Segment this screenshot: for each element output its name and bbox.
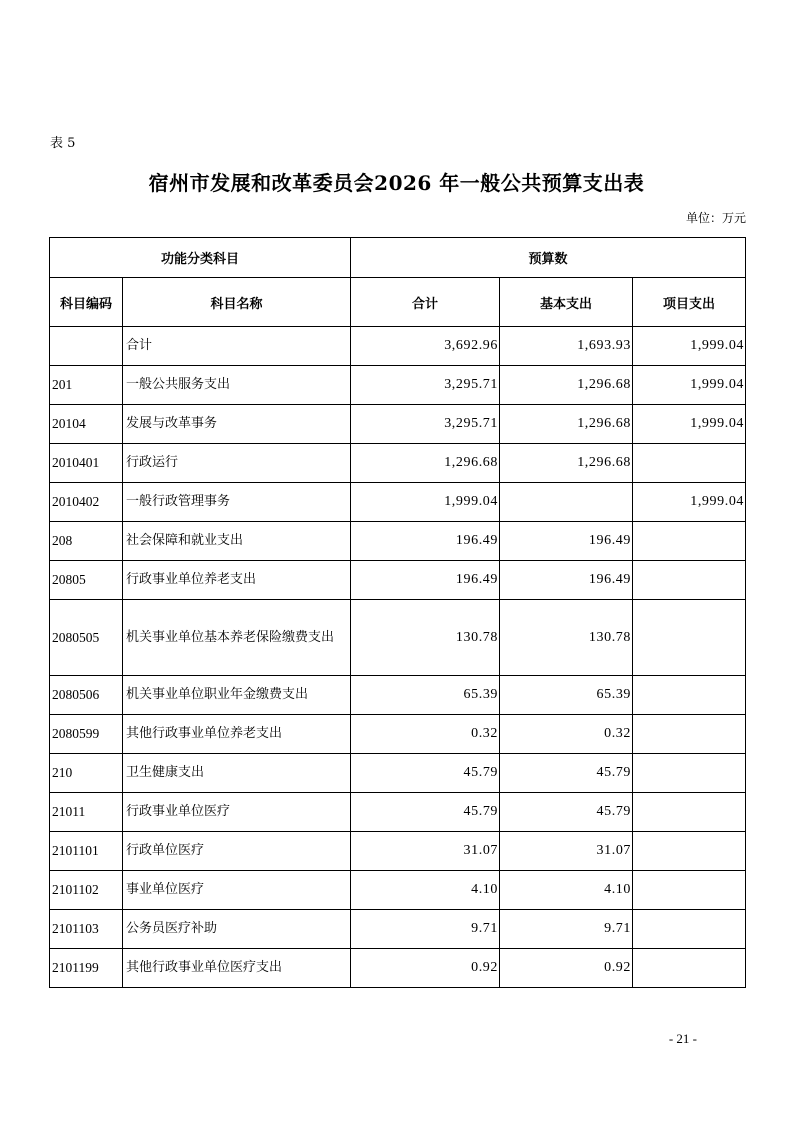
- table-row: [50, 676, 746, 715]
- table-row: [50, 871, 746, 910]
- header-basic: 基本支出: [500, 278, 633, 327]
- header-code: 科目编码: [50, 278, 123, 327]
- cell-name: 其他行政事业单位养老支出: [123, 715, 351, 754]
- cell-basic: 1,296.68: [500, 405, 633, 444]
- cell-code: 2080599: [50, 715, 123, 754]
- cell-code: 2101101: [50, 832, 123, 871]
- cell-total: 45.79: [351, 793, 500, 832]
- cell-code: 2010401: [50, 444, 123, 483]
- cell-basic: 31.07: [500, 832, 633, 871]
- cell-total: 196.49: [351, 522, 500, 561]
- group-header-row: [50, 238, 746, 278]
- cell-name: 社会保障和就业支出: [123, 522, 351, 561]
- cell-basic: 196.49: [500, 561, 633, 600]
- cell-total: 4.10: [351, 871, 500, 910]
- cell-project: [633, 676, 746, 715]
- page-number: - 21 -: [668, 1031, 697, 1046]
- cell-project: 1,999.04: [633, 366, 746, 405]
- cell-name: 行政运行: [123, 444, 351, 483]
- header-function-classification: 功能分类科目: [50, 238, 351, 278]
- budget-table: [49, 237, 746, 988]
- cell-project: [633, 949, 746, 988]
- header-name: 科目名称: [123, 278, 351, 327]
- cell-total: 1,296.68: [351, 444, 500, 483]
- cell-total: 1,999.04: [351, 483, 500, 522]
- cell-basic: 65.39: [500, 676, 633, 715]
- table-number: 表 5: [50, 136, 76, 151]
- cell-project: [633, 444, 746, 483]
- cell-code: 21011: [50, 793, 123, 832]
- cell-project: 1,999.04: [633, 327, 746, 366]
- header-budget-amount: 预算数: [351, 238, 746, 278]
- cell-name: 行政事业单位医疗: [123, 793, 351, 832]
- cell-code: 2101103: [50, 910, 123, 949]
- table-body: [50, 327, 746, 988]
- cell-basic: [500, 483, 633, 522]
- column-header-row: [50, 278, 746, 327]
- cell-basic: 1,296.68: [500, 444, 633, 483]
- cell-basic: 1,296.68: [500, 366, 633, 405]
- cell-basic: 130.78: [500, 600, 633, 676]
- table-row: [50, 832, 746, 871]
- cell-name: 行政单位医疗: [123, 832, 351, 871]
- cell-code: 2010402: [50, 483, 123, 522]
- cell-project: 1,999.04: [633, 405, 746, 444]
- table-row: [50, 600, 746, 676]
- cell-total: 130.78: [351, 600, 500, 676]
- cell-code: 2101102: [50, 871, 123, 910]
- cell-total: 9.71: [351, 910, 500, 949]
- cell-name: 其他行政事业单位医疗支出: [123, 949, 351, 988]
- table-row: [50, 366, 746, 405]
- table-row: [50, 561, 746, 600]
- cell-name: 公务员医疗补助: [123, 910, 351, 949]
- cell-total: 0.32: [351, 715, 500, 754]
- cell-basic: 45.79: [500, 793, 633, 832]
- cell-basic: 9.71: [500, 910, 633, 949]
- cell-name: 发展与改革事务: [123, 405, 351, 444]
- cell-total: 3,692.96: [351, 327, 500, 366]
- cell-basic: 0.32: [500, 715, 633, 754]
- table-row: [50, 405, 746, 444]
- table-row: [50, 483, 746, 522]
- cell-project: [633, 522, 746, 561]
- cell-project: [633, 600, 746, 676]
- page-title: 宿州市发展和改革委员会2026 年一般公共预算支出表: [148, 171, 645, 195]
- cell-name: 一般行政管理事务: [123, 483, 351, 522]
- table-row: [50, 444, 746, 483]
- cell-total: 65.39: [351, 676, 500, 715]
- table-row: [50, 327, 746, 366]
- cell-code: 201: [50, 366, 123, 405]
- cell-project: 1,999.04: [633, 483, 746, 522]
- cell-total: 0.92: [351, 949, 500, 988]
- header-project: 项目支出: [633, 278, 746, 327]
- cell-basic: 1,693.93: [500, 327, 633, 366]
- cell-name: 合计: [123, 327, 351, 366]
- cell-total: 31.07: [351, 832, 500, 871]
- cell-code: 2080506: [50, 676, 123, 715]
- cell-code: 20104: [50, 405, 123, 444]
- table-row: [50, 793, 746, 832]
- cell-name: 行政事业单位养老支出: [123, 561, 351, 600]
- header-total: 合计: [351, 278, 500, 327]
- cell-name: 卫生健康支出: [123, 754, 351, 793]
- cell-basic: 0.92: [500, 949, 633, 988]
- cell-code: 208: [50, 522, 123, 561]
- cell-project: [633, 754, 746, 793]
- cell-name: 机关事业单位基本养老保险缴费支出: [123, 600, 351, 676]
- cell-basic: 4.10: [500, 871, 633, 910]
- cell-project: [633, 715, 746, 754]
- cell-name: 机关事业单位职业年金缴费支出: [123, 676, 351, 715]
- cell-code: 20805: [50, 561, 123, 600]
- cell-project: [633, 561, 746, 600]
- cell-code: 2080505: [50, 600, 123, 676]
- cell-basic: 45.79: [500, 754, 633, 793]
- cell-name: 一般公共服务支出: [123, 366, 351, 405]
- cell-basic: 196.49: [500, 522, 633, 561]
- table-row: [50, 910, 746, 949]
- table-row: [50, 949, 746, 988]
- cell-total: 196.49: [351, 561, 500, 600]
- cell-project: [633, 793, 746, 832]
- cell-total: 3,295.71: [351, 405, 500, 444]
- cell-name: 事业单位医疗: [123, 871, 351, 910]
- cell-code: 2101199: [50, 949, 123, 988]
- cell-project: [633, 832, 746, 871]
- table-row: [50, 522, 746, 561]
- cell-total: 45.79: [351, 754, 500, 793]
- table-row: [50, 754, 746, 793]
- unit-label: 单位：万元: [685, 211, 746, 225]
- table-row: [50, 715, 746, 754]
- cell-project: [633, 910, 746, 949]
- cell-code: 210: [50, 754, 123, 793]
- cell-total: 3,295.71: [351, 366, 500, 405]
- cell-project: [633, 871, 746, 910]
- cell-code: [50, 327, 123, 366]
